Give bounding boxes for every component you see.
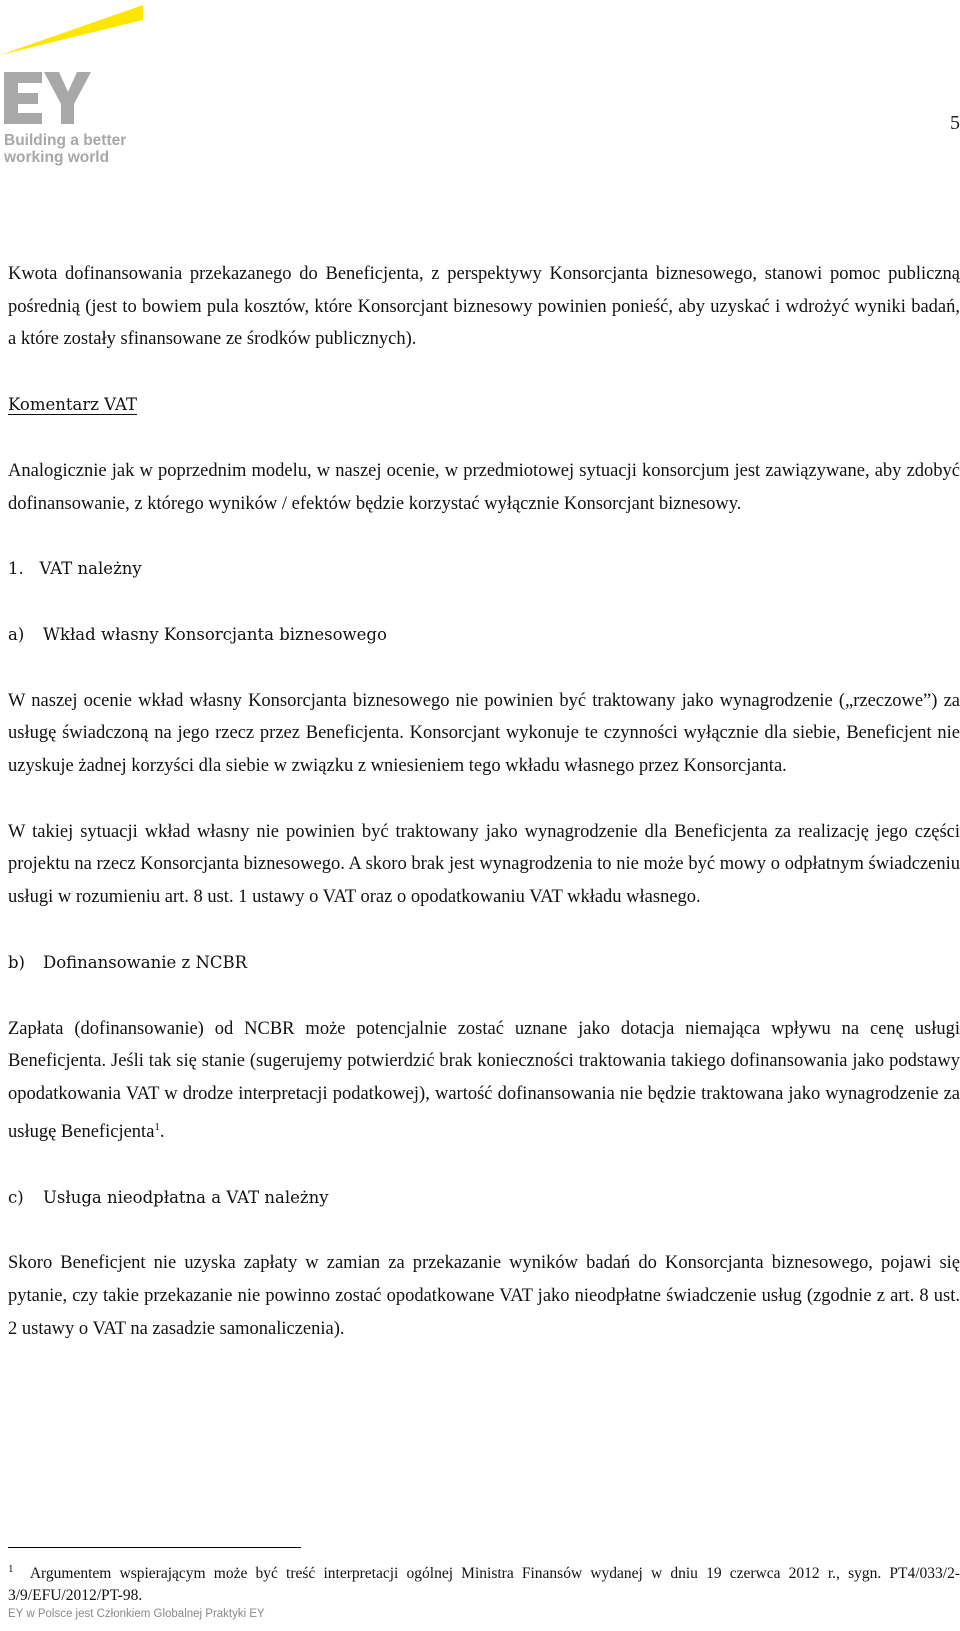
comment-heading: Komentarz VAT xyxy=(8,395,137,415)
footnote xyxy=(8,1558,960,1607)
page-footer: EY w Polsce jest Członkiem Globalnej Praktyki EY xyxy=(8,1608,265,1620)
comment-paragraph: Analogicznie jak w poprzednim modelu, w naszej ocenie, w przedmiotowej sytuacji konsorcjum jest zawiązywane, aby zdobyć dofinansowanie, z którego wyników / efektów będzie korzystać wyłącznie Konsorcjant biznesowy. xyxy=(8,460,960,514)
subsection-c-title: Usługa nieodpłatna a VAT należny xyxy=(43,1187,329,1207)
subsection-b-label: b) xyxy=(8,952,25,972)
footnote-separator xyxy=(8,1547,301,1548)
logo-tagline-line1: Building a better xyxy=(4,132,127,149)
subsection-c-heading xyxy=(8,1182,960,1215)
subsection-a-title: Wkład własny Konsorcjanta biznesowego xyxy=(43,624,387,644)
subsection-a-paragraph-1: W naszej ocenie wkład własny Konsorcjanta biznesowego nie powinien być traktowany jako wynagrodzenie („rzeczowe”) za usługę świadczoną na jego rzecz przez Beneficjenta. Konsorcjant wykonuje te czynności wyłącznie dla siebie, Beneficjent nie uzyskuje żadnej korzyści dla siebie w związku z wniesieniem tego wkładu własnego przez Konsorcjanta. xyxy=(8,690,960,777)
subsection-a-paragraph-2: W takiej sytuacji wkład własny nie powinien być traktowany jako wynagrodzenie dla Beneficjenta za realizację jego części projektu na rzecz Konsorcjanta biznesowego. A skoro brak jest wynagrodzenia to nie może być mowy o odpłatnym świadczeniu usługi w rozumieniu art. 8 ust. 1 ustawy o VAT oraz o opodatkowaniu VAT wkładu własnego. xyxy=(8,821,960,908)
subsection-b-title: Dofinansowanie z NCBR xyxy=(43,952,248,972)
section-1-heading xyxy=(8,553,960,586)
section-1-title: VAT należny xyxy=(39,559,142,579)
subsection-b-heading xyxy=(8,947,960,980)
intro-paragraph: Kwota dofinansowania przekazanego do Beneficjenta, z perspektywy Konsorcjanta biznesowego, stanowi pomoc publiczną pośrednią (jest to bowiem pula kosztów, które Konsorcjant biznesowy powinien ponieść, aby uzyskać i wdrożyć wyniki badań, a które zostały sfinansowane ze środków publicznych). xyxy=(8,264,960,350)
subsection-c-paragraph-1: Skoro Beneficjent nie uzyska zapłaty w zamian za przekazanie wyników badań do Konsorcjanta biznesowego, pojawi się pytanie, czy takie przekazanie nie powinno zostać opodatkowane VAT jako nieodpłatne świadczenie usług (zgodnie z art. 8 ust. 2 ustawy o VAT na zasadzie samonaliczenia). xyxy=(8,1253,960,1339)
ey-logo-letters xyxy=(4,72,91,124)
section-1-number: 1. xyxy=(8,559,24,579)
subsection-b-paragraph-1 xyxy=(8,1013,960,1149)
subsection-a-label: a) xyxy=(8,624,25,644)
subsection-b-paragraph-1-end: . xyxy=(159,1121,165,1142)
ey-logo xyxy=(0,0,160,180)
footnote-reference[interactable]: 1 xyxy=(154,1120,160,1133)
footnote-number: 1 xyxy=(8,1563,14,1575)
footnote-text: Argumentem wspierającym może być treść interpretacji ogólnej Ministra Finansów wydanej w dniu 19 czerwca 2012 r., sygn. PT4/033/2-3/9/EFU/2012/PT-98. xyxy=(8,1565,960,1605)
logo-tagline-line2: working world xyxy=(4,149,110,166)
page-number: 5 xyxy=(950,112,960,134)
subsection-c-label: c) xyxy=(8,1187,24,1207)
ey-logo-beam xyxy=(0,5,143,55)
ey-logo-graphic xyxy=(0,0,160,180)
subsection-a-heading xyxy=(8,619,960,652)
document-body xyxy=(8,258,960,1345)
subsection-b-paragraph-1-text: Zapłata (dofinansowanie) od NCBR może potencjalnie zostać uznane jako dotacja niemająca wpływu na cenę usługi Beneficjenta. Jeśli tak się stanie (sugerujemy potwierdzić brak konieczności traktowania takiego dofinansowania jako podstawy opodatkowania VAT w drodze interpretacji podatkowej), wartość dofinansowania nie będzie traktowana jako wynagrodzenie za usługę Beneficjenta xyxy=(8,1018,960,1142)
